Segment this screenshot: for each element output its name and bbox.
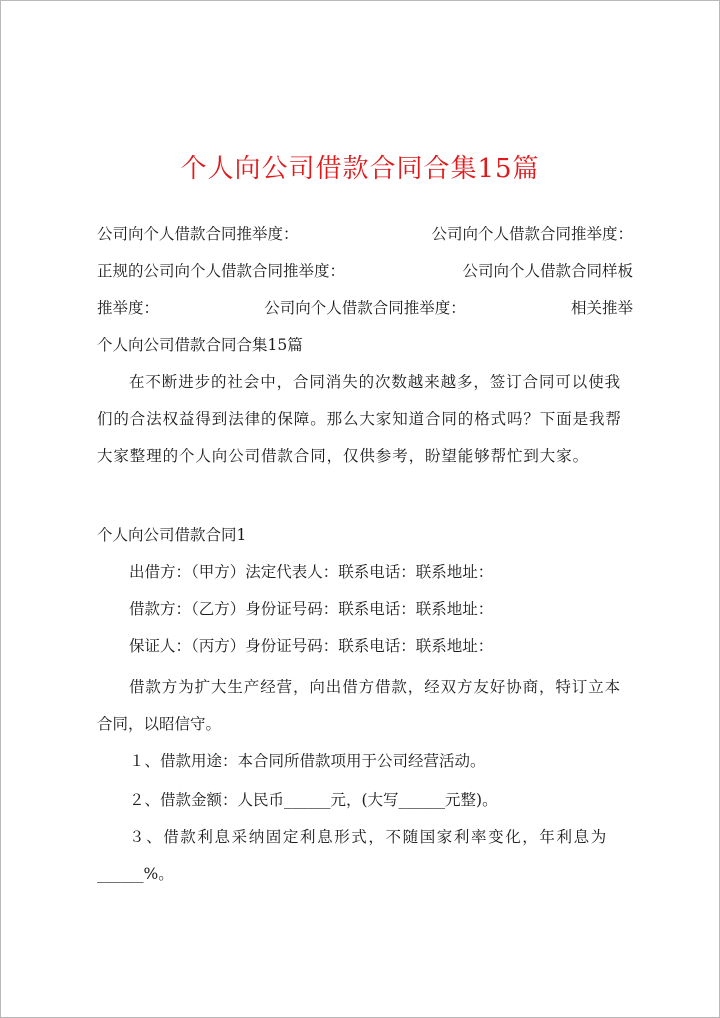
- party-line-lender: 出借方：（甲方）法定代表人：联系电话：联系地址：: [129, 563, 494, 581]
- intro-line: 大家整理的个人向公司借款合同，仅供参考，盼望能够帮忙到大家。: [97, 447, 590, 465]
- recommend-row-3: [97, 297, 633, 319]
- recommend-link[interactable]: 公司向个人借款合同推举度：: [97, 225, 299, 243]
- clause-3: ３、借款利息采纳固定利息形式，不随国家利率变化，年利息为: [129, 828, 608, 846]
- intro-line: 们的合法权益得到法律的保障。那么大家知道合同的格式吗？下面是我帮: [97, 410, 622, 428]
- party-line-borrower: 借款方：（乙方）身份证号码：联系电话：联系地址：: [129, 600, 494, 618]
- preamble-line: 合同，以昭信守。: [97, 715, 222, 733]
- document-title: 个人向公司借款合同合集15篇: [180, 154, 540, 184]
- clause-2: ２、借款金额：人民币______元，(大写______元整)。: [129, 791, 498, 809]
- recommend-link[interactable]: 公司向个人借款合同样板: [462, 262, 633, 280]
- collection-title: 个人向公司借款合同合集15篇: [97, 336, 303, 354]
- recommend-link[interactable]: 推举度：: [97, 299, 160, 317]
- recommend-label: 相关推举: [570, 299, 633, 317]
- preamble-line: 借款方为扩大生产经营，向出借方借款，经双方友好协商，特订立本: [129, 678, 622, 696]
- recommend-link[interactable]: 正规的公司向个人借款合同推举度：: [97, 262, 346, 280]
- recommend-link[interactable]: 公司向个人借款合同推举度：: [431, 225, 633, 243]
- clause-3-continued: ______%。: [97, 865, 174, 883]
- recommend-row-2: [97, 260, 633, 282]
- party-line-guarantor: 保证人：（丙方）身份证号码：联系电话：联系地址：: [129, 637, 494, 655]
- recommend-row-1: [97, 223, 633, 245]
- clause-1: １、借款用途：本合同所借款项用于公司经营活动。: [129, 752, 486, 770]
- contract-heading: 个人向公司借款合同1: [97, 526, 247, 544]
- intro-line: 在不断进步的社会中，合同消失的次数越来越多，签订合同可以使我: [129, 373, 622, 391]
- recommend-link[interactable]: 公司向个人借款合同推举度：: [264, 299, 466, 317]
